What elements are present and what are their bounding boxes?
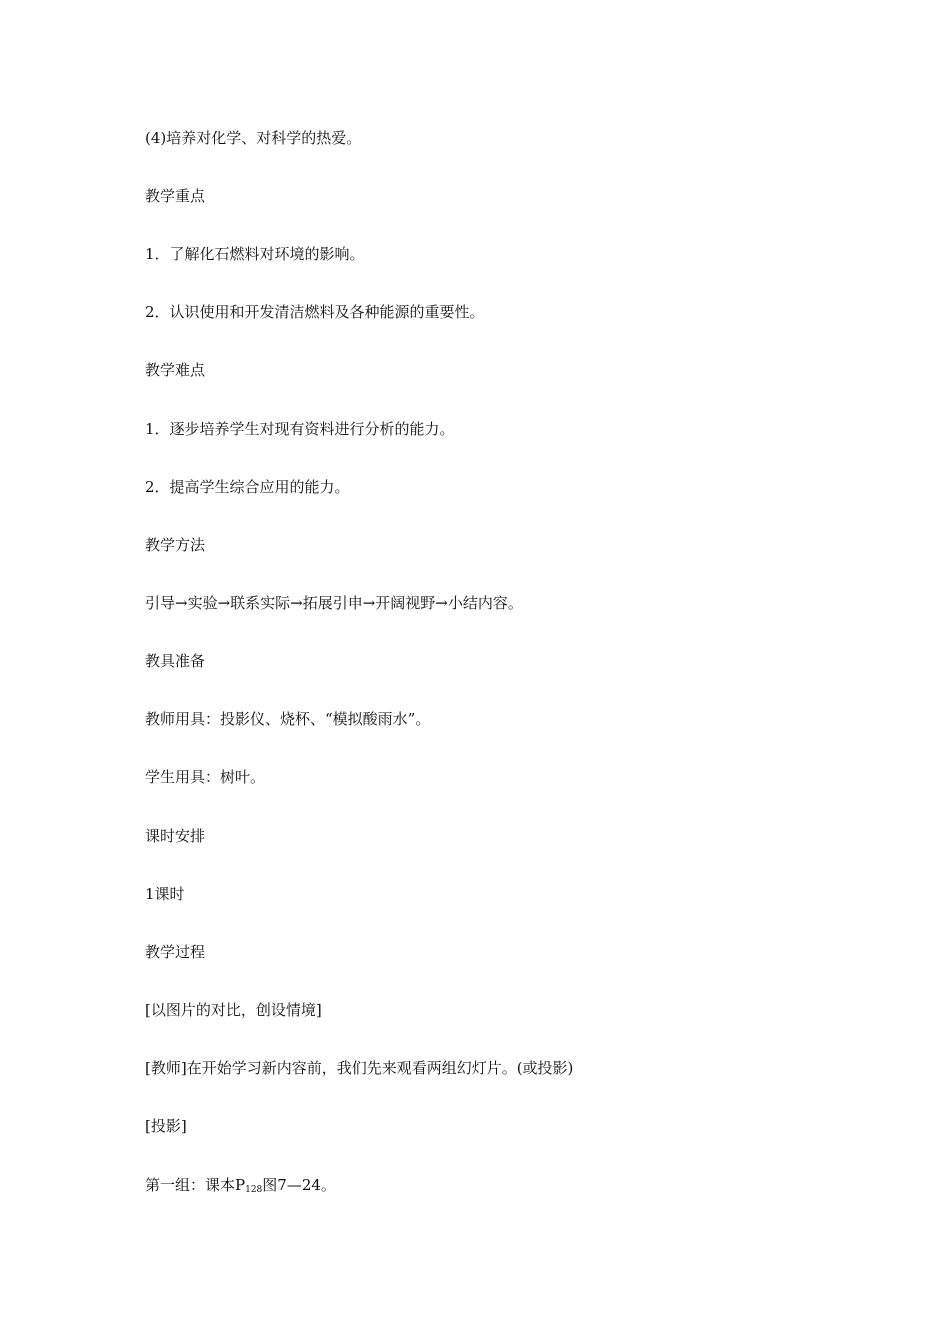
teacher-materials: 教师用具：投影仪、烧杯、“模拟酸雨水”。 bbox=[145, 710, 431, 728]
heading-difficulties: 教学难点 bbox=[145, 361, 206, 379]
group-one-line bbox=[145, 1175, 336, 1200]
group-one-suffix: 图7—24。 bbox=[262, 1176, 336, 1194]
objective-4: (4)培养对化学、对科学的热爱。 bbox=[145, 129, 362, 147]
projection-label: [投影] bbox=[145, 1117, 187, 1135]
difficulty-1: 1．逐步培养学生对现有资料进行分析的能力。 bbox=[145, 420, 455, 438]
teaching-method-text: 引导→实验→联系实际→拓展引申→开阔视野→小结内容。 bbox=[145, 594, 523, 612]
heading-materials: 教具准备 bbox=[145, 652, 206, 670]
teacher-statement: [教师]在开始学习新内容前，我们先来观看两组幻灯片。(或投影) bbox=[145, 1059, 574, 1077]
key-point-1: 1．了解化石燃料对环境的影响。 bbox=[145, 245, 365, 263]
process-step-intro: [以图片的对比，创设情境] bbox=[145, 1001, 322, 1019]
group-one-prefix: 第一组：课本P bbox=[145, 1176, 246, 1194]
heading-process: 教学过程 bbox=[145, 943, 206, 961]
heading-schedule: 课时安排 bbox=[145, 827, 206, 845]
page-number-subscript: 128 bbox=[245, 1185, 263, 1195]
heading-teaching-method: 教学方法 bbox=[145, 536, 206, 554]
schedule-text: 1课时 bbox=[145, 885, 185, 903]
key-point-2: 2．认识使用和开发清洁燃料及各种能源的重要性。 bbox=[145, 303, 485, 321]
difficulty-2: 2．提高学生综合应用的能力。 bbox=[145, 478, 350, 496]
student-materials: 学生用具：树叶。 bbox=[145, 768, 266, 786]
heading-key-points: 教学重点 bbox=[145, 187, 206, 205]
